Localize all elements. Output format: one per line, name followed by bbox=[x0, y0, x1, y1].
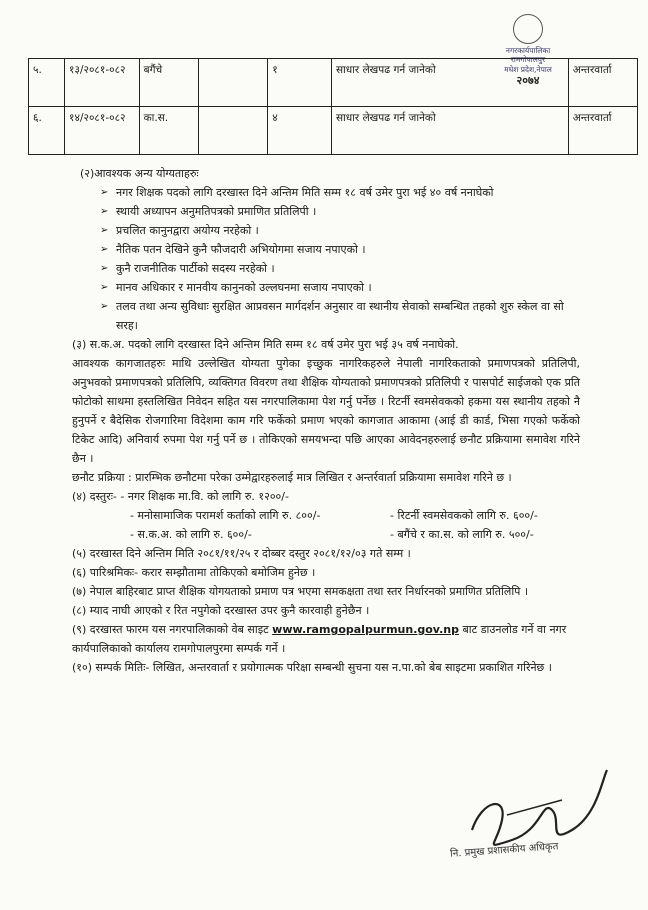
table-cell-sn: ६. bbox=[29, 107, 65, 155]
arrow-bullet-icon: ➢ bbox=[100, 206, 109, 217]
item-9-post: बाट डाउनलोड गर्ने वा नगर कार्यपालिकाको कार्यालय रामगोपालपुरमा सम्पर्क गर्ने । bbox=[72, 623, 567, 655]
list-item bbox=[100, 240, 580, 259]
table-cell-post: का.स. bbox=[139, 107, 199, 155]
notice-body bbox=[72, 164, 580, 677]
item-6: (६) पारिश्रमिकः- करार सम्झौतामा तोकिएको बमोजिम हुनेछ । bbox=[72, 566, 316, 579]
fee-item: - रिटर्नी स्वमसेवकको लागि रु. ६००/- bbox=[390, 509, 538, 522]
table-cell-post: बगैंचे bbox=[139, 59, 199, 107]
table-row bbox=[29, 59, 638, 107]
list-item-text: नगर शिक्षक पदको लागि दरखास्त दिने अन्तिम मिति सम्म १८ वर्ष उमेर पुरा भई ४० वर्ष ननाघेको bbox=[116, 186, 494, 199]
arrow-bullet-icon: ➢ bbox=[100, 282, 109, 293]
list-item bbox=[100, 297, 580, 335]
list-item-text: नैतिक पतन देखिने कुनै फौजदारी अभियोगमा सजाय नपाएको । bbox=[116, 243, 366, 256]
requirements-heading: (२)आवश्यक अन्य योग्यताहरुः bbox=[80, 167, 199, 180]
documents-paragraph: आवश्यक कागजातहरुः माथि उल्लेखित योग्यता पुगेका इच्छुक नागरिकहरुले नेपाली नागरिकताको प्रमाणपत्रको प्रतिलिपी, अनुभवको प्रमाणपत्रको प्रतिलिपि, व्यक्तिगत विवरण तथा शैक्षिक योग्यताको प्रमाणपत्रको प्रतिलिपी र पासपोर्ट साईजको एक प्रति फोटोको साथमा हस्तलिखित निवेदन सहित यस नगरपालिकामा पेश गर्नु पर्नेछ । रिटर्नी स्वमसेवकको हकमा यस स्थानीय तहको नै हुनुपर्ने र बैदेसिक रोजगारिमा विदेशमा काम गरि फर्केको प्रमाण भएको कागजात आकामा (आई डी कार्ड, भिसा गएको फर्केको टिकेट आदि) अनिवार्य रुपमा पेश गर्नु पर्ने छ । तोकिएको समयभन्दा पछि आएका आवेदनहरुलाई छनौट प्रक्रियामा समावेश गरिने छैन । bbox=[72, 357, 580, 465]
list-item bbox=[100, 278, 580, 297]
fee-item: - मनोसामाजिक परामर्श कर्ताको लागि रु. ८००/- bbox=[130, 509, 321, 522]
table-cell-code: १३/२०८१-०८२ bbox=[65, 59, 140, 107]
requirements-list bbox=[80, 183, 580, 335]
emblem-icon bbox=[513, 14, 543, 44]
list-item bbox=[100, 221, 580, 240]
fee-row-3 bbox=[80, 525, 580, 544]
item-10: (१०) सम्पर्क मितिः- लिखित, अन्तरवार्ता र प्रयोगात्मक परिक्षा सम्बन्धी सुचना यस न.पा.को बेब साइटमा प्रकाशित गरिनेछ । bbox=[72, 661, 552, 674]
table-cell-qty: ४ bbox=[268, 107, 332, 155]
table-cell-subject: साधार लेखपढ गर्न जानेको bbox=[331, 59, 568, 107]
signature-caption: नि. प्रमुख प्रशासकीय अधिकृत bbox=[449, 841, 559, 860]
table-cell-sn: ५. bbox=[29, 59, 65, 107]
list-item bbox=[100, 259, 580, 278]
arrow-bullet-icon: ➢ bbox=[100, 301, 109, 312]
arrow-bullet-icon: ➢ bbox=[100, 244, 109, 255]
list-item bbox=[100, 202, 580, 221]
list-item-text: मानव अधिकार र मानवीय कानुनको उल्लघनमा सजाय नपाएको । bbox=[116, 281, 372, 294]
fee-item: - बगैंचे र का.स. को लागि रु. ५००/- bbox=[390, 528, 534, 541]
item-9-pre: (९) दरखास्त फारम यस नगरपालिकाको वेब साइट bbox=[72, 623, 269, 636]
table-cell-subject: साधार लेखपढ गर्न जानेको bbox=[331, 107, 568, 155]
list-item bbox=[100, 183, 580, 202]
item-5: (५) दरखास्त दिने अन्तिम मिति २०८१/११/२५ र दोब्बर दस्तुर २०८१/१२/०३ गते सम्म । bbox=[72, 547, 411, 560]
signature bbox=[449, 760, 622, 880]
selection-paragraph: छनौट प्रक्रिया : प्रारम्भिक छनौटमा परेका उम्मेद्वारहरुलाई मात्र लिखित र अन्तर्रवार्ता प्रक्रियामा समावेश गरिने छ । bbox=[72, 471, 512, 484]
para-3: (३) स.क.अ. पदको लागि दरखास्त दिने अन्तिम मिति सम्म १८ वर्ष उमेर पुरा भई ३५ वर्ष ननाघेको. bbox=[72, 338, 459, 351]
arrow-bullet-icon: ➢ bbox=[100, 187, 109, 198]
fee-line-1: (४) दस्तुरः- - नगर शिक्षक मा.वि. को लागि रु. १२००/- bbox=[72, 490, 289, 503]
table-cell-qty: १ bbox=[268, 59, 332, 107]
item-7: (७) नेपाल बाहिरबाट प्राप्त शैक्षिक योगयताको प्रमाण पत्र भएमा समकक्षता तथा स्तर निर्धारनको प्रमाणित प्रतिलिपि । bbox=[72, 585, 529, 598]
list-item-text: तलव तथा अन्य सुविधाः सुरक्षित आप्रवसन मार्गदर्शन अनुसार वा स्थानीय सेवाको सम्बन्धित तहको शुरु स्केल वा सो सरह। bbox=[116, 300, 564, 332]
list-item-text: कुनै राजनीतिक पार्टीको सदस्य नरहेको । bbox=[116, 262, 275, 275]
website-link[interactable]: www.ramgopalpurmun.gov.np bbox=[272, 623, 459, 636]
table-cell-level bbox=[199, 107, 268, 155]
item-8: (८) म्याद नाघी आएको र रित नपुगेको दरखास्त उपर कुनै कारवाही हुनेछैन । bbox=[72, 604, 370, 617]
fee-row-2 bbox=[80, 506, 580, 525]
table-cell-code: १४/२०८१-०८२ bbox=[65, 107, 140, 155]
table-row bbox=[29, 107, 638, 155]
table-cell-level bbox=[199, 59, 268, 107]
list-item-text: प्रचलित कानुनद्वारा अयोग्य नरहेको । bbox=[116, 224, 259, 237]
seal-line-2: रामगोपालपुर bbox=[510, 55, 546, 65]
vacancy-table bbox=[28, 58, 638, 155]
seal-line-3: मधेश प्रदेश,नेपाल bbox=[504, 64, 552, 74]
arrow-bullet-icon: ➢ bbox=[100, 225, 109, 236]
seal-year: २०७४ bbox=[516, 74, 540, 88]
item-9 bbox=[72, 620, 580, 658]
table-cell-stage: अन्तरवार्ता bbox=[568, 107, 637, 155]
arrow-bullet-icon: ➢ bbox=[100, 263, 109, 274]
list-item-text: स्थायी अध्यापन अनुमतिपत्रको प्रमाणित प्रतिलिपी । bbox=[116, 205, 317, 218]
fee-item: - स.क.अ. को लागि रु. ६००/- bbox=[130, 528, 252, 541]
table-cell-stage: अन्तरवार्ता bbox=[568, 59, 637, 107]
seal-line-1: नगरकार्यपालिका bbox=[505, 46, 551, 55]
